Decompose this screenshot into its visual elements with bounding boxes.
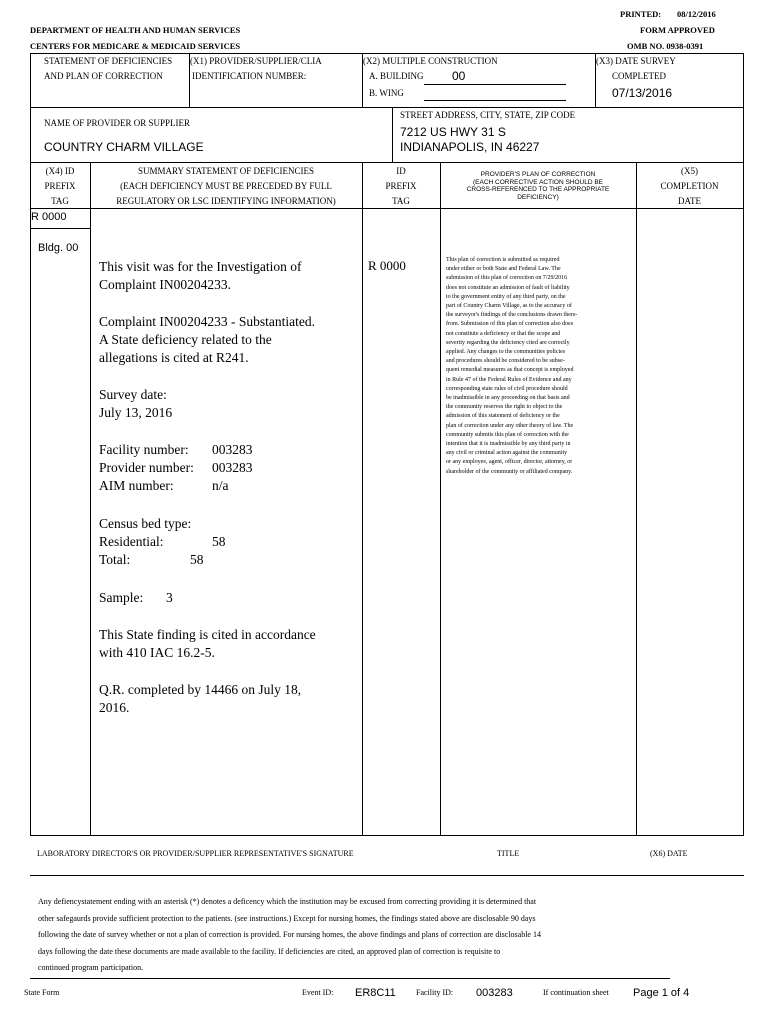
building-tag: Bldg. 00 xyxy=(38,242,79,254)
x3-label-1: (X3) DATE SURVEY xyxy=(596,56,676,66)
x4-header-2: PREFIX xyxy=(44,181,76,191)
summary-header-1: SUMMARY STATEMENT OF DEFICIENCIES xyxy=(137,166,315,176)
qr-line1: Q.R. completed by 14466 on July 18, xyxy=(99,682,302,697)
finding-line1: This State finding is cited in accordance xyxy=(99,627,316,642)
form-approved: FORM APPROVED xyxy=(640,25,715,35)
plan-header-1: PROVIDER'S PLAN OF CORRECTION xyxy=(480,171,596,178)
sample-value: 3 xyxy=(166,590,173,605)
event-id-value: ER8C11 xyxy=(355,987,396,999)
survey-date-value: July 13, 2016 xyxy=(99,405,173,420)
x5-header-2: COMPLETION xyxy=(660,181,719,191)
centers-title: CENTERS FOR MEDICARE & MEDICAID SERVICES xyxy=(30,41,241,51)
para2-line2: A State deficiency related to the xyxy=(99,332,272,347)
plan-of-correction-text: This plan of correction is submitted as required under either or both State and Federal Law. The submission of this plan of correction on 7/29/2016 does not constitute an admission of fault of liability to the government entity of any third party, on the part of Country Charm Village, as to the accuracy of the surveyor's findings of the conclusions drawn there- from. Submission of this plan of correction also does not constitute a deficiency or that the scope and severity regarding the deficiency cited are correctly applied. Any changes to the communities policies and procedures should be considered to be subse- quent remedial measures as that concept is employed in Rule 47 of the Federal Rules of Evidence and any corresponding state rules of civil procedure should be inadmissible in any proceeding on that basis and the community reserves the right to object to the admission of this statement of deficiency or the plan of correction under any other theory of law. The community submits this plan of correction with the intention that it is inadmissible by any third party in any civil or criminal action against the community or any employee, agent, officer, director, attorney, or shareholder of the community or affiliated company. xyxy=(446,257,578,475)
para1-line2: Complaint IN00204233. xyxy=(99,277,231,292)
residential-label: Residential: xyxy=(99,534,164,549)
page-number: Page 1 of 4 xyxy=(633,987,690,999)
building-label: A. BUILDING xyxy=(369,71,424,81)
facility-id-label: Facility ID: xyxy=(416,988,454,997)
facility-id-value: 003283 xyxy=(476,987,513,999)
statement-label-1: STATEMENT OF DEFICIENCIES xyxy=(44,56,173,66)
x5-header-1: (X5) xyxy=(681,166,698,176)
id-header-2: PREFIX xyxy=(385,181,417,191)
x3-label-2: COMPLETED xyxy=(612,71,666,81)
sample-label: Sample: xyxy=(99,590,144,605)
survey-date-label: Survey date: xyxy=(99,387,167,402)
id-header-1: ID xyxy=(396,166,406,176)
x1-label-1: (X1) PROVIDER/SUPPLIER/CLIA xyxy=(190,56,322,66)
survey-completed-date: 07/13/2016 xyxy=(612,86,673,100)
printed-date: 08/12/2016 xyxy=(677,9,716,19)
aim-number-label: AIM number: xyxy=(99,478,174,493)
summary-header-3: REGULATORY OR LSC IDENTIFYING INFORMATION) xyxy=(116,196,336,206)
facility-number-label: Facility number: xyxy=(99,442,189,457)
plan-header-2: (EACH CORRECTIVE ACTION SHOULD BE xyxy=(472,178,604,186)
x1-label-2: IDENTIFICATION NUMBER: xyxy=(192,71,307,81)
census-label: Census bed type: xyxy=(99,516,192,531)
continuation-label: If continuation sheet xyxy=(543,988,609,997)
address-line-1: 7212 US HWY 31 S xyxy=(400,125,506,139)
total-label: Total: xyxy=(99,552,131,567)
plan-header-3: CROSS-REFERENCED TO THE APPROPRIATE xyxy=(466,186,610,193)
right-tag: R 0000 xyxy=(368,258,406,273)
finding-line2: with 410 IAC 16.2-5. xyxy=(99,645,215,660)
department-title: DEPARTMENT OF HEALTH AND HUMAN SERVICES xyxy=(30,25,241,35)
x5-header-3: DATE xyxy=(678,196,701,206)
disclaimer: Any defiencystatement ending with an asterisk (*) denotes a deficency which the institution may be excused from correcting providing it is determined that other safegaurds provide sufficient protection to the patients. (see instructions.) Except for nursing homes, the findings stated above are disclosable 90 days following the date of survey whether or not a plan of correction is provided. For nursing homes, the above findings and plans of correction are disclosable 14 days following the date these documents are made available to the facility. If deficiencies are cited, an approved plan of correction is requisite to continued program participation. xyxy=(38,897,541,972)
summary-header-2: (EACH DEFICIENCY MUST BE PRECEDED BY FULL xyxy=(120,181,332,191)
signature-label: LABORATORY DIRECTOR'S OR PROVIDER/SUPPLIER REPRESENTATIVE'S SIGNATURE xyxy=(37,849,354,858)
statement-label-2: AND PLAN OF CORRECTION xyxy=(44,71,163,81)
para2-line1: Complaint IN00204233 - Substantiated. xyxy=(99,314,315,329)
x6-date-label: (X6) DATE xyxy=(650,849,688,858)
residential-value: 58 xyxy=(212,534,226,549)
printed-label: PRINTED: xyxy=(620,9,662,19)
provider-name: COUNTRY CHARM VILLAGE xyxy=(44,140,204,154)
x4-header-1: (X4) ID xyxy=(45,166,75,176)
building-value: 00 xyxy=(452,69,466,83)
provider-number-label: Provider number: xyxy=(99,460,194,475)
qr-line2: 2016. xyxy=(99,700,130,715)
state-form-label: State Form xyxy=(24,988,60,997)
id-header-3: TAG xyxy=(392,196,410,206)
facility-number-value: 003283 xyxy=(212,442,253,457)
x2-label: (X2) MULTIPLE CONSTRUCTION xyxy=(363,56,498,66)
para1-line1: This visit was for the Investigation of xyxy=(99,259,302,274)
address-label: STREET ADDRESS, CITY, STATE, ZIP CODE xyxy=(400,110,576,120)
provider-number-value: 003283 xyxy=(212,460,253,475)
aim-number-value: n/a xyxy=(212,478,229,493)
x4-header-3: TAG xyxy=(51,196,69,206)
para2-line3: allegations is cited at R241. xyxy=(99,350,249,365)
title-label: TITLE xyxy=(497,849,520,858)
plan-header-4: DEFICIENCY) xyxy=(517,193,559,201)
provider-name-label: NAME OF PROVIDER OR SUPPLIER xyxy=(44,118,191,128)
total-value: 58 xyxy=(190,552,204,567)
left-tag: R 0000 xyxy=(31,211,67,223)
event-id-label: Event ID: xyxy=(302,988,334,997)
address-line-2: INDIANAPOLIS, IN 46227 xyxy=(400,140,540,154)
omb-number: OMB NO. 0938-0391 xyxy=(627,41,704,51)
wing-label: B. WING xyxy=(369,88,404,98)
